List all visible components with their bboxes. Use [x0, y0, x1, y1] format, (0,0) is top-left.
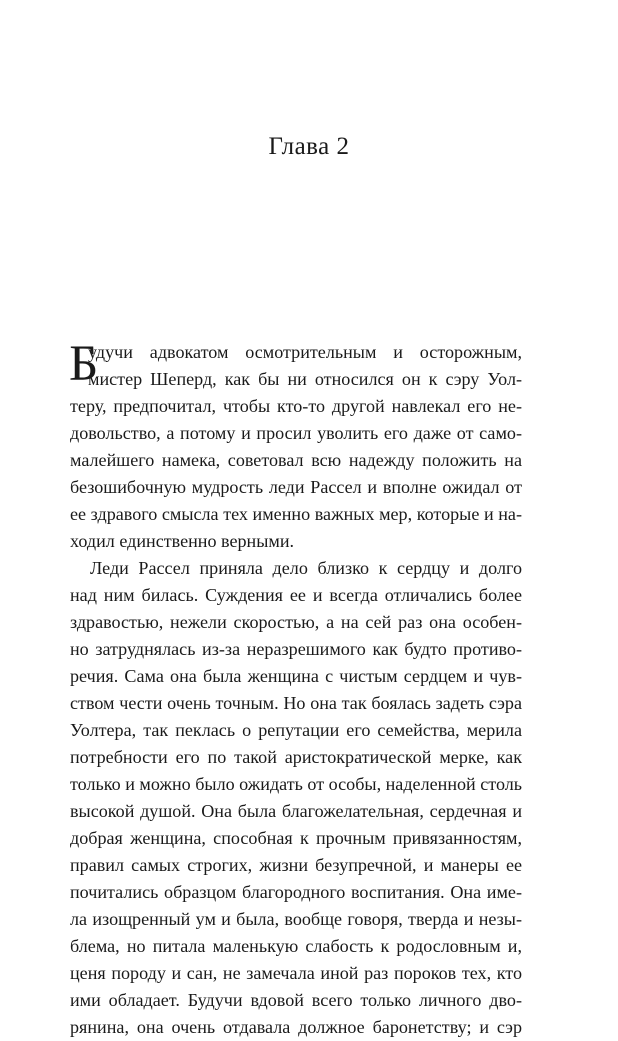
- text-line: ходил единственно верными.: [70, 531, 295, 551]
- text-line: здравостью, нежели скоростью, а на сей раз она особен-: [70, 612, 522, 632]
- text-line: ценя породу и сан, не замечала иной раз пороков тех, кто: [70, 963, 522, 983]
- paragraph-2: [70, 555, 522, 1041]
- text-line: но затруднялась из-за неразрешимого как будто противо-: [70, 639, 522, 659]
- text-line: добрая женщина, способная к прочным привязанностям,: [70, 828, 522, 848]
- text-line: ла изощренный ум и была, вообще говоря, тверда и незы-: [70, 909, 522, 929]
- text-line: довольство, а потому и просил уволить его даже от само-: [70, 423, 522, 443]
- text-line: теру, предпочитал, чтобы кто-то другой навлекал его не-: [70, 396, 522, 416]
- text-line: ими обладает. Будучи вдовой всего только личного дво-: [70, 990, 522, 1010]
- text-line: ее здравого смысла тех именно важных мер, которые и на-: [70, 504, 522, 524]
- text-line: удучи адвокатом осмотрительным и осторожным,: [88, 342, 522, 362]
- chapter-title: Глава 2: [268, 133, 350, 160]
- text-line: правил самых строгих, жизни безупречной, и манеры ее: [70, 855, 522, 875]
- text-line: ством чести очень точным. Но она так боялась задеть сэра: [70, 693, 522, 713]
- text-line: мистер Шеперд, как бы ни относился он к сэру Уол-: [88, 369, 522, 389]
- text-line: блема, но питала маленькую слабость к родословным и,: [70, 936, 522, 956]
- text-line: Уолтера, так пеклась о репутации его семейства, мерила: [70, 720, 522, 740]
- drop-cap: Б: [69, 336, 99, 392]
- text-line: только и можно было ожидать от особы, наделенной столь: [70, 774, 523, 794]
- text-line: почитались образцом благородного воспитания. Она име-: [70, 882, 522, 902]
- text-line: высокой душой. Она была благожелательная, сердечная и: [70, 801, 522, 821]
- body-text: [69, 336, 523, 1041]
- text-line: безошибочную мудрость леди Рассел и вполне ожидал от: [70, 477, 522, 497]
- text-line: потребности его по такой аристократической мерке, как: [70, 747, 522, 767]
- text-line: Леди Рассел приняла дело близко к сердцу и долго: [90, 558, 522, 578]
- text-line: малейшего намека, советовал всю надежду положить на: [70, 450, 522, 470]
- paragraph-1: [69, 336, 522, 555]
- text-line: рянина, она очень отдавала должное баронетству; и сэр: [70, 1017, 522, 1037]
- text-line: речия. Сама она была женщина с чистым сердцем и чув-: [70, 666, 522, 686]
- text-line: над ним билась. Суждения ее и всегда отличались более: [70, 585, 522, 605]
